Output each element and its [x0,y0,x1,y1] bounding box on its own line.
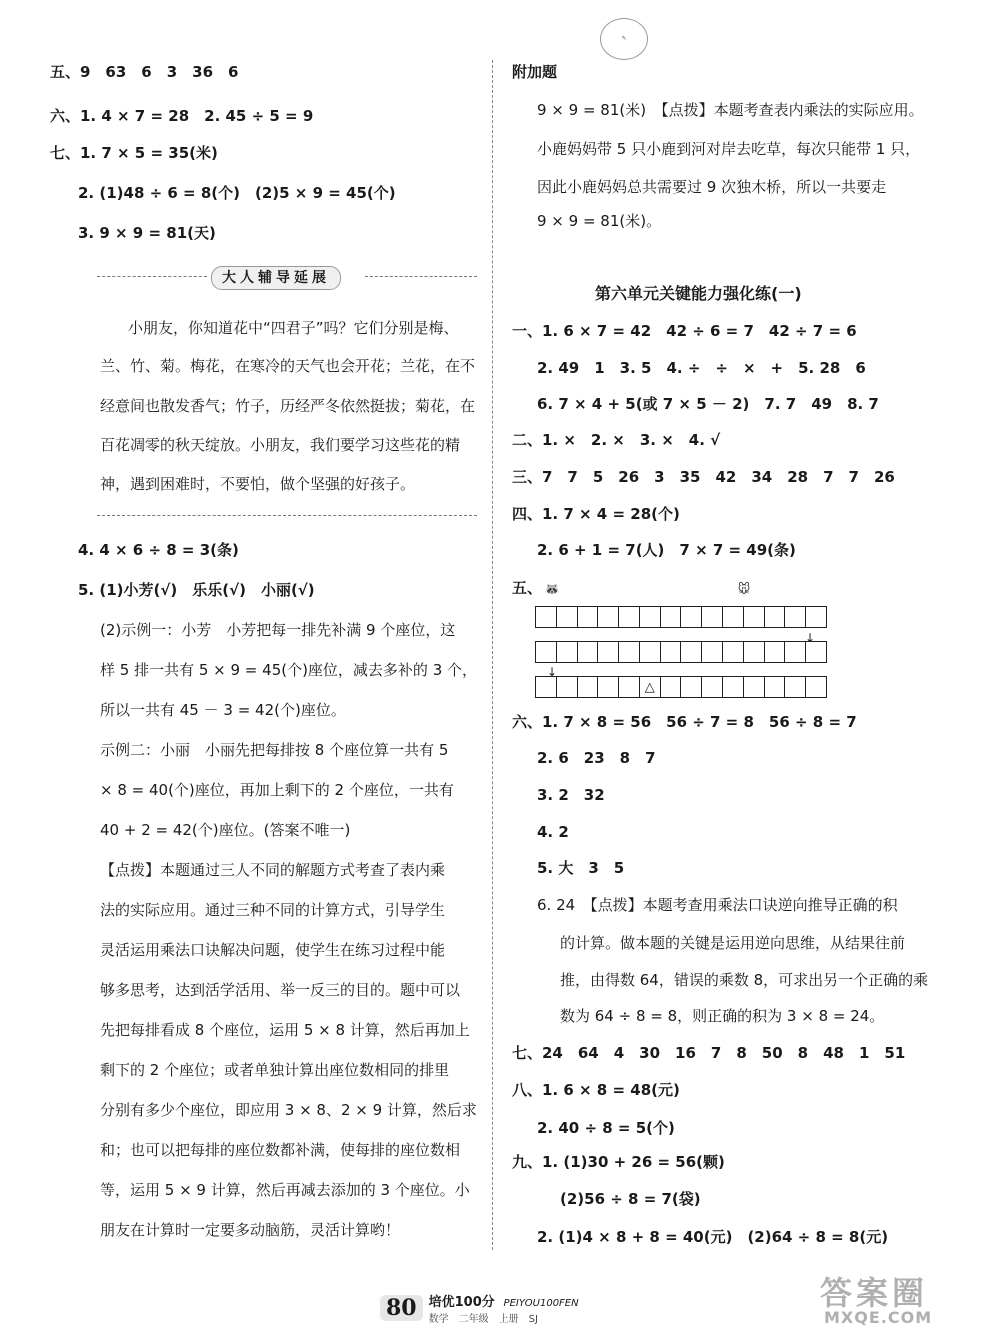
watermark-main: 答案圈 [820,1274,929,1312]
extension-bottom-rule [97,515,477,516]
appendix-line: 因此小鹿妈妈总共需要过 9 次独木桥，所以一共要走 [537,178,887,196]
answer-line: 4. 4 × 6 ÷ 8 = 3(条) [78,541,239,559]
answer-line: 三、7 7 5 26 3 35 42 34 28 7 7 26 [512,468,895,486]
answer-line: 七、24 64 4 30 16 7 8 50 8 48 1 51 [512,1044,906,1062]
answer-line: 八、1. 6 × 8 = 48(元) [512,1081,680,1099]
answer-line-6: 六、1. 4 × 7 = 28 2. 45 ÷ 5 = 9 [50,107,314,125]
hint-line: 的计算。做本题的关键是运用逆向思维，从结果往前 [560,934,906,952]
page-number: 80 [380,1295,423,1321]
extension-header [97,266,477,288]
maze-row-2 [535,641,827,663]
page-footer [380,1293,620,1323]
hint-line: 法的实际应用。通过三种不同的计算方式，引导学生 [100,901,446,919]
hint-line: 推，由得数 64，错误的乘数 8，可求出另一个正确的乘 [560,971,929,989]
hint-line: 和；也可以把每排的座位数都补满，使每排的座位数相 [100,1141,461,1159]
arrow-down-icon: ↓ [805,631,816,645]
answer-line: 样 5 排一共有 5 × 9 = 45(个)座位，减去多补的 3 个， [100,661,478,679]
appendix-line: 小鹿妈妈带 5 只小鹿到河对岸去吃草，每次只能带 1 只， [537,140,921,158]
hint-line: 够多思考，达到活学活用、举一反三的目的。题中可以 [100,981,461,999]
footer-brand-block [429,1291,579,1325]
answer-line-7-1: 七、1. 7 × 5 = 35(米) [50,144,218,162]
triangle-marker: △ [640,677,661,697]
answer-line: 3. 2 32 [537,786,605,804]
answer-line: 2. 6 23 8 7 [537,749,656,767]
maze-row-1 [535,606,827,628]
answer-line: 40 + 2 = 42(个)座位。(答案不唯一) [100,821,351,839]
hint-line: 数为 64 ÷ 8 = 8，则正确的积为 3 × 8 = 24。 [560,1007,885,1025]
hint-line: 【点拨】本题通过三人不同的解题方式考查了表内乘 [100,861,446,879]
hint-line: 灵活运用乘法口诀解决问题，使学生在练习过程中能 [100,941,446,959]
answer-line: 2. (1)4 × 8 + 8 = 40(元) (2)64 ÷ 8 = 8(元) [537,1228,889,1246]
appendix-line: 9 × 9 = 81(米)。 [537,212,662,230]
answer-line-7-2: 2. (1)48 ÷ 6 = 8(个) (2)5 × 9 = 45(个) [78,184,396,202]
answer-line: 4. 2 [537,823,569,841]
raccoon-icon: 🦝 [544,582,560,596]
answer-line: 2. 40 ÷ 8 = 5(个) [537,1119,675,1137]
question-5-label: 五、 [512,579,543,597]
answer-line: 一、1. 6 × 7 = 42 42 ÷ 6 = 7 42 ÷ 7 = 6 [512,322,857,340]
answer-line: 6. 7 × 4 + 5(或 7 × 5 － 2) 7. 7 49 8. 7 [537,395,879,413]
watermark [800,1268,1000,1328]
extension-line: 经意间也散发香气；竹子，历经严冬依然挺拔；菊花，在 [100,397,476,415]
answer-line: 四、1. 7 × 4 = 28(个) [512,505,680,523]
answer-line: 2. 6 + 1 = 7(人) 7 × 7 = 49(条) [537,541,796,559]
answer-line-7-3: 3. 9 × 9 = 81(天) [78,224,216,242]
column-divider [492,60,493,1250]
answer-line: 六、1. 7 × 8 = 56 56 ÷ 7 = 8 56 ÷ 8 = 7 [512,713,857,731]
watermark-sub: MXQE.COM [824,1308,933,1327]
corner-stamp-icon: ✎ [600,18,648,60]
brand-name: 培优100分 [428,1295,495,1310]
answer-line: × 8 = 40(个)座位，再加上剩下的 2 个座位，一共有 [100,781,454,799]
hint-line: 朋友在计算时一定要多动脑筋，灵活计算哟！ [100,1221,401,1239]
mouse-icon: 🐭 [737,582,751,596]
brand-latin: PEIYOU100FEN [503,1298,579,1309]
appendix-line: 9 × 9 = 81(米) 【点拨】本题考查表内乘法的实际应用。 [537,101,924,119]
section-title: 第六单元关键能力强化练(一) [595,284,802,303]
extension-line: 百花凋零的秋天绽放。小朋友，我们要学习这些花的精 [100,436,461,454]
extension-rule-right [365,276,477,277]
extension-line: 兰、竹、菊。梅花，在寒冷的天气也会开花；兰花，在不 [100,357,476,375]
extension-line: 小朋友，你知道花中“四君子”吗？它们分别是梅、 [128,319,459,337]
extension-rule-left [97,276,207,277]
answer-line-5: 五、9 63 6 3 36 6 [50,63,239,81]
answer-line: 九、1. (1)30 + 26 = 56(颗) [512,1153,725,1171]
maze-row-3 [535,676,827,698]
answer-line: 示例二：小丽 小丽先把每排按 8 个座位算一共有 5 [100,741,449,759]
answer-line: 5. 大 3 5 [537,859,625,877]
hint-line: 6. 24 【点拨】本题考查用乘法口诀逆向推导正确的积 [537,896,898,914]
answer-line: 2. 49 1 3. 5 4. ÷ ÷ × + 5. 28 6 [537,359,866,377]
answer-line: (2)示例一：小芳 小芳把每一排先补满 9 个座位，这 [100,621,456,639]
hint-line: 等，运用 5 × 9 计算，然后再减去添加的 3 个座位。小 [100,1181,470,1199]
extension-title: 大人辅导延展 [211,266,341,290]
answer-line: (2)56 ÷ 8 = 7(袋) [560,1190,701,1208]
appendix-title: 附加题 [512,63,558,81]
extension-line: 神，遇到困难时，不要怕，做个坚强的好孩子。 [100,475,416,493]
hint-line: 先把每排看成 8 个座位，运用 5 × 8 计算，然后再加上 [100,1021,470,1039]
footer-subline: 数学 二年级 上册 SJ [428,1314,538,1325]
answer-line: 二、1. × 2. × 3. × 4. √ [512,431,721,449]
hint-line: 剩下的 2 个座位；或者单独计算出座位数相同的排里 [100,1061,450,1079]
arrow-down-icon: ↓ [547,665,558,679]
hint-line: 分别有多少个座位，即应用 3 × 8、2 × 9 计算，然后求 [100,1101,477,1119]
answer-line: 5. (1)小芳(√) 乐乐(√) 小丽(√) [78,581,315,599]
answer-line: 所以一共有 45 － 3 = 42(个)座位。 [100,701,346,719]
